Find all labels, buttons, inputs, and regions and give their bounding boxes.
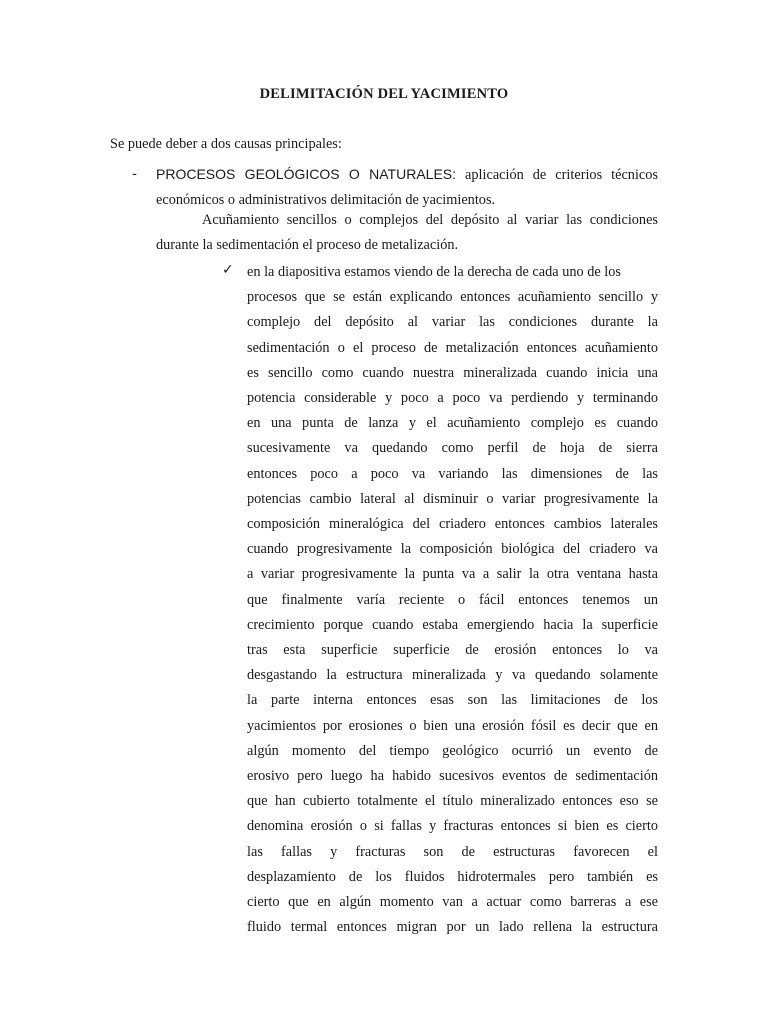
check-text-line: tras esta superficie superficie de erosión entonces lo va: [247, 642, 658, 659]
check-text-line: crecimiento porque cuando estaba emergiendo hacia la superficie: [247, 616, 658, 633]
check-item-text: [247, 260, 658, 940]
check-text-line: entonces poco a poco va variando las dimensiones de las: [247, 465, 658, 482]
bullet-content: [156, 162, 658, 213]
check-text-line: a variar progresivamente la punta va a salir la otra ventana hasta: [247, 566, 658, 583]
check-text-line: composición mineralógica del criadero entonces cambios laterales: [247, 516, 658, 533]
sub-paragraph: Acuñamiento sencillos o complejos del depósito al variar las condiciones durante la sedimentación el proceso de metalización.: [156, 212, 658, 254]
check-text-line: es sencillo como cuando nuestra mineralizada cuando inicia una: [247, 364, 658, 381]
check-text-line: denomina erosión o si fallas y fracturas entonces si bien es cierto: [247, 818, 658, 835]
check-text-line: yacimientos por erosiones o bien una erosión fósil es decir que en: [247, 717, 658, 734]
check-text-line: sedimentación o el proceso de metalización entonces acuñamiento: [247, 339, 658, 356]
check-text-line: procesos que se están explicando entonces acuñamiento sencillo y: [247, 289, 658, 306]
check-text-line: potencias cambio lateral al disminuir o variar progresivamente la: [247, 490, 658, 507]
check-text-line: en una punta de lanza y el acuñamiento complejo es cuando: [247, 415, 658, 432]
bullet-text: aplicación de criterios técnicos económicos o administrativos delimitación de yacimientos.: [156, 167, 658, 209]
check-text-line: erosivo pero luego ha habido sucesivos eventos de sedimentación: [247, 768, 658, 785]
check-text-line: desplazamiento de los fluidos hidrotermales pero también es: [247, 868, 658, 885]
bullet-item: [110, 162, 658, 213]
check-text-line: la parte interna entonces esas son las limitaciones de los: [247, 692, 658, 709]
dash-bullet-marker: -: [132, 166, 137, 182]
checkmark-icon: ✓: [222, 262, 234, 278]
check-item: [222, 260, 658, 940]
check-text-line: algún momento del tiempo geológico ocurrió un evento de: [247, 742, 658, 759]
check-text-line: complejo del depósito al variar las condiciones durante la: [247, 314, 658, 331]
check-text-line: cuando progresivamente la composición biológica del criadero va: [247, 541, 658, 558]
check-text-line: desgastando la estructura mineralizada y va quedando solamente: [247, 667, 658, 684]
check-text-line: fluido termal entonces migran por un lado rellena la estructura: [247, 919, 658, 936]
check-text-line: que han cubierto totalmente el título mineralizado entonces eso se: [247, 793, 658, 810]
bullet-heading: PROCESOS GEOLÓGICOS O NATURALES:: [156, 166, 457, 182]
intro-text: Se puede deber a dos causas principales:: [110, 136, 342, 152]
check-text-line: cierto que en algún momento van a actuar como barreras a ese: [247, 894, 658, 911]
document-title: DELIMITACIÓN DEL YACIMIENTO: [259, 86, 509, 102]
check-text-line: que finalmente varía reciente o fácil entonces tenemos un: [247, 591, 658, 608]
check-text-line: potencia considerable y poco a poco va perdiendo y terminando: [247, 390, 658, 407]
check-text-line: en la diapositiva estamos viendo de la derecha de cada uno de los: [247, 264, 621, 280]
check-text-line: las fallas y fracturas son de estructuras favorecen el: [247, 843, 658, 860]
check-text-line: sucesivamente va quedando como perfil de hoja de sierra: [247, 440, 658, 457]
